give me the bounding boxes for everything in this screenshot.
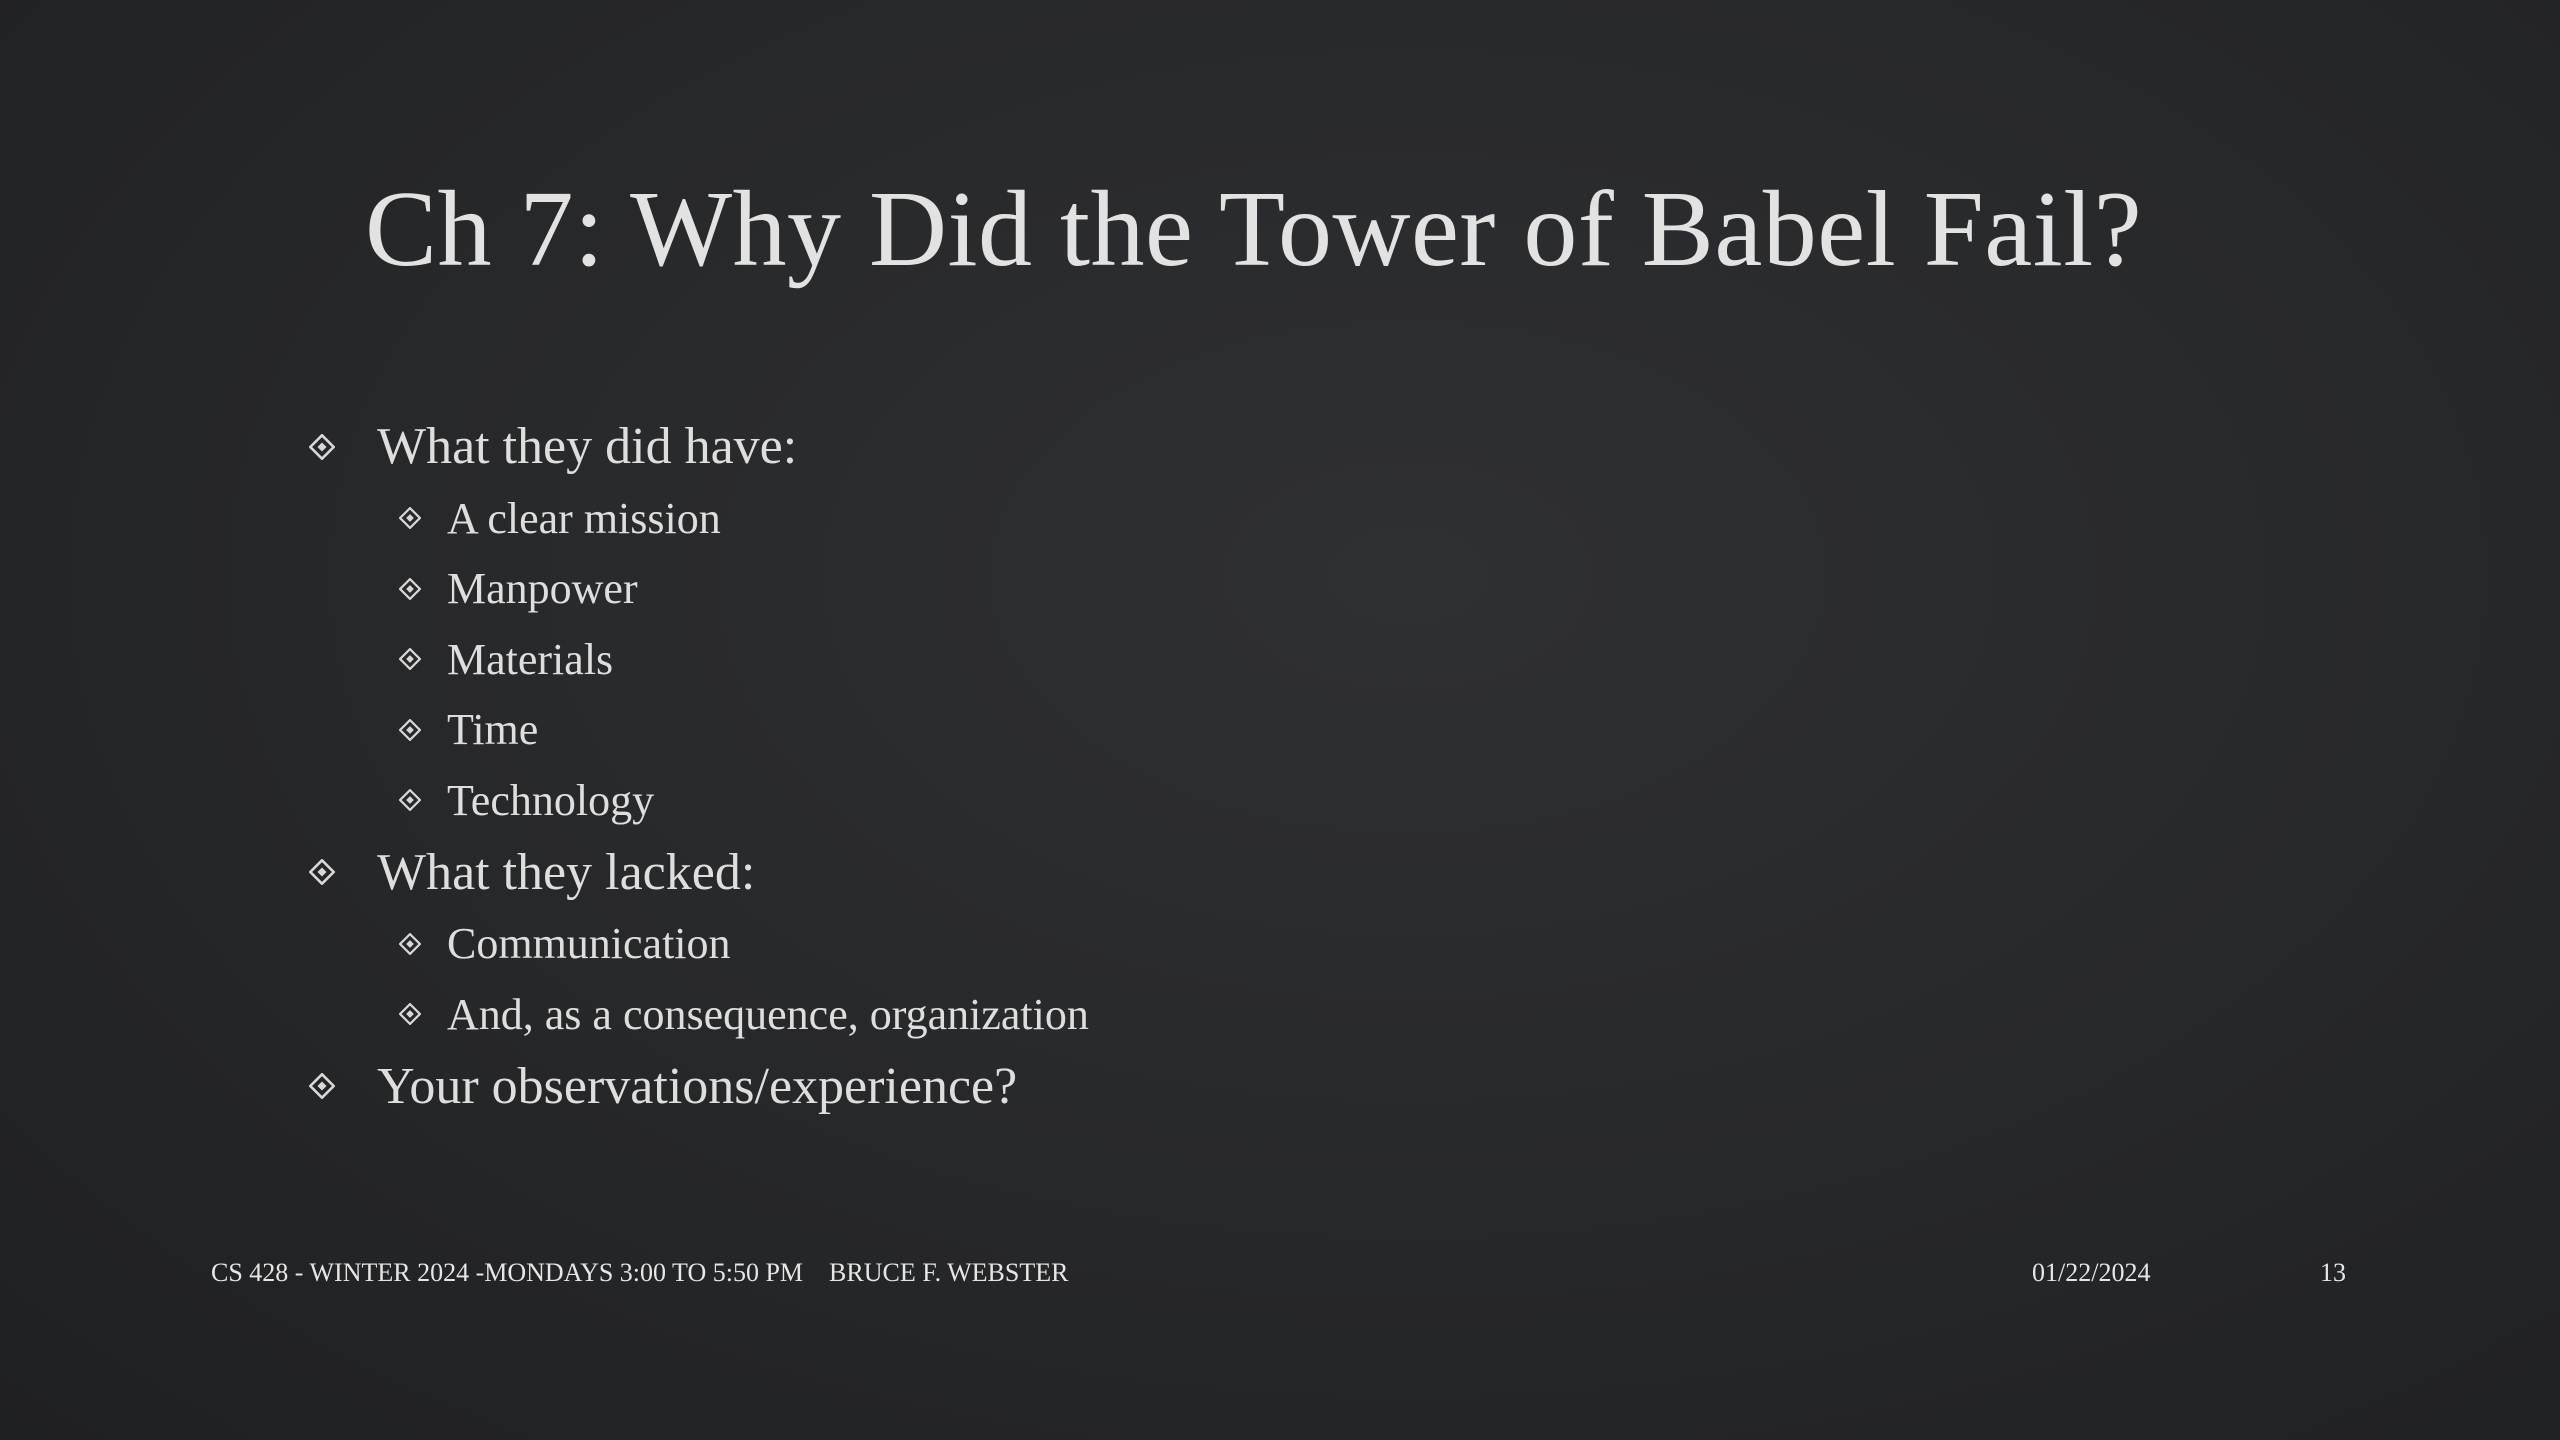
diamond-bullet-icon: [399, 578, 421, 600]
sub-bullet-text: Materials: [447, 634, 614, 684]
sub-bullet-item: [305, 554, 1905, 625]
sub-bullet-text: Communication: [447, 919, 731, 969]
sub-bullet-item: [305, 695, 1905, 766]
bullet-text: Your observations/experience?: [377, 1057, 1018, 1115]
sub-bullet-text: Manpower: [447, 564, 638, 614]
footer-date: 01/22/2024: [2032, 1258, 2151, 1287]
footer-course-info: CS 428 - WINTER 2024 -MONDAYS 3:00 TO 5:50 PM BRUCE F. WEBSTER: [211, 1258, 1069, 1287]
slide-number: 13: [2320, 1258, 2346, 1287]
sub-bullet-item: [305, 909, 1905, 980]
bullet-item: [305, 1050, 1905, 1123]
bullet-text: What they lacked:: [377, 843, 756, 901]
diamond-bullet-icon: [399, 789, 421, 811]
sub-bullet-text: A clear mission: [447, 493, 721, 543]
diamond-bullet-icon: [399, 719, 421, 741]
sub-bullet-text: Technology: [447, 775, 655, 825]
diamond-bullet-icon: [309, 1073, 335, 1099]
diamond-bullet-icon: [399, 648, 421, 670]
sub-bullet-item: [305, 765, 1905, 836]
diamond-bullet-icon: [399, 507, 421, 529]
slide-title: Ch 7: Why Did the Tower of Babel Fail?: [365, 170, 2143, 289]
sub-bullet-item: [305, 624, 1905, 695]
bullet-list: [305, 410, 1905, 1123]
sub-bullet-item: [305, 483, 1905, 554]
diamond-bullet-icon: [399, 933, 421, 955]
diamond-bullet-icon: [309, 859, 335, 885]
diamond-bullet-icon: [399, 1003, 421, 1025]
sub-bullet-text: And, as a consequence, organization: [447, 989, 1089, 1039]
sub-bullet-text: Time: [447, 705, 539, 755]
bullet-item: [305, 410, 1905, 483]
bullet-item: [305, 836, 1905, 909]
diamond-bullet-icon: [309, 434, 335, 460]
bullet-text: What they did have:: [377, 418, 798, 475]
sub-bullet-item: [305, 979, 1905, 1050]
